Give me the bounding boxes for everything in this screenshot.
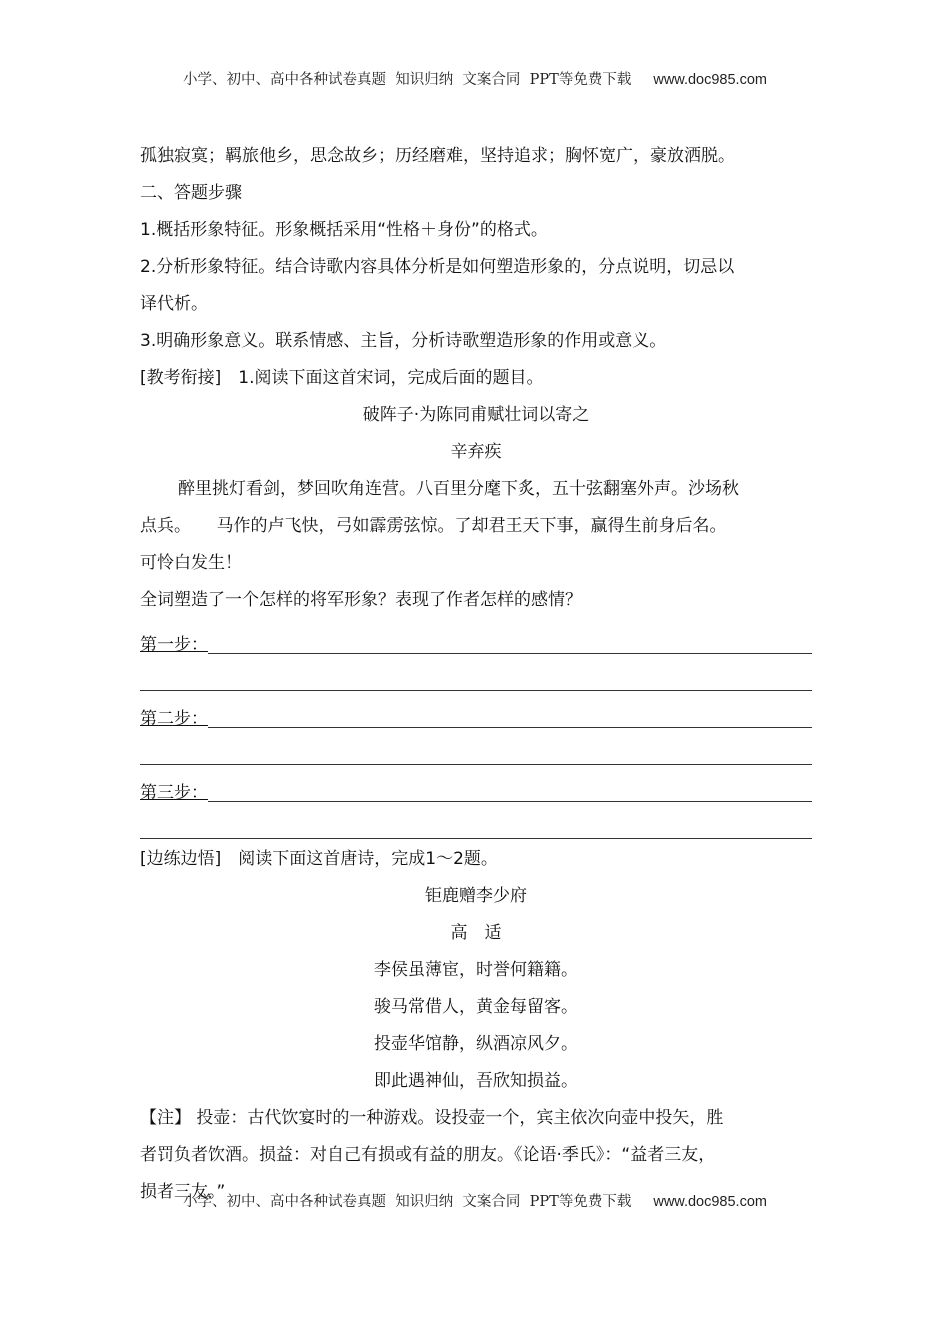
step-label: 第一步： — [140, 635, 208, 655]
poem-author: 高 适 — [450, 923, 502, 943]
page-content — [140, 138, 812, 1211]
poem-line: 投壶华馆静，纵酒凉风夕。 — [374, 1034, 578, 1054]
section-heading: 二、答题步骤 — [140, 183, 242, 203]
answer-blank-line[interactable] — [140, 804, 812, 841]
poem-line: 醉里挑灯看剑，梦回吹角连营。八百里分麾下炙，五十弦翻塞外声。沙场秋 — [178, 479, 739, 499]
exercise-intro: [教考衔接] 1.阅读下面这首宋词，完成后面的题目。 — [140, 368, 544, 388]
note-line: 【注】 投壶：古代饮宴时的一种游戏。设投壶一个，宾主依次向壶中投矢，胜 — [140, 1108, 724, 1128]
text-line: 1.概括形象特征。形象概括采用“性格＋身份”的格式。 — [140, 220, 548, 240]
header-url: www.doc985.com — [653, 72, 767, 88]
poem-author: 辛弃疾 — [450, 442, 502, 462]
answer-blank-line[interactable] — [140, 656, 812, 693]
text-line: 孤独寂寞；羁旅他乡，思念故乡；历经磨难，坚持追求；胸怀宽广，豪放洒脱。 — [140, 146, 735, 166]
practice-intro: [边练边悟] 阅读下面这首唐诗，完成1～2题。 — [140, 849, 498, 869]
page-header-top — [0, 68, 950, 89]
poem-line: 骏马常借人，黄金每留客。 — [374, 997, 578, 1017]
answer-line-step3[interactable] — [140, 767, 812, 804]
text-line: 3.明确形象意义。联系情感、主旨，分析诗歌塑造形象的作用或意义。 — [140, 331, 667, 351]
step-label: 第二步： — [140, 709, 208, 729]
poem-line: 即此遇神仙，吾欣知损益。 — [374, 1071, 578, 1091]
poem-title: 破阵子·为陈同甫赋壮词以寄之 — [362, 405, 590, 425]
answer-line-step2[interactable] — [140, 693, 812, 730]
page-footer — [0, 1190, 950, 1211]
poem-line: 李侯虽薄宦，时誉何籍籍。 — [374, 960, 578, 980]
text-line: 2.分析形象特征。结合诗歌内容具体分析是如何塑造形象的，分点说明，切忌以 — [140, 257, 735, 277]
poem-line: 可怜白发生！ — [140, 553, 242, 573]
answer-line-step1[interactable] — [140, 619, 812, 656]
answer-blank-line[interactable] — [140, 730, 812, 767]
header-text: 小学、初中、高中各种试卷真题 知识归纳 文案合同 PPT等免费下载 — [183, 72, 632, 88]
poem-line: 点兵。 马作的卢飞快，弓如霹雳弦惊。了却君王天下事，赢得生前身后名。 — [140, 516, 727, 536]
footer-text: 小学、初中、高中各种试卷真题 知识归纳 文案合同 PPT等免费下载 — [183, 1194, 632, 1210]
text-line: 译代析。 — [140, 294, 208, 314]
note-line: 损者三友。” — [140, 1182, 226, 1202]
question-text: 全词塑造了一个怎样的将军形象？表现了作者怎样的感情？ — [140, 590, 582, 610]
poem-title: 钜鹿赠李少府 — [425, 886, 527, 906]
note-line: 者罚负者饮酒。损益：对自己有损或有益的朋友。《论语·季氏》：“益者三友， — [140, 1145, 716, 1165]
footer-url: www.doc985.com — [653, 1194, 767, 1210]
step-label: 第三步： — [140, 783, 208, 803]
